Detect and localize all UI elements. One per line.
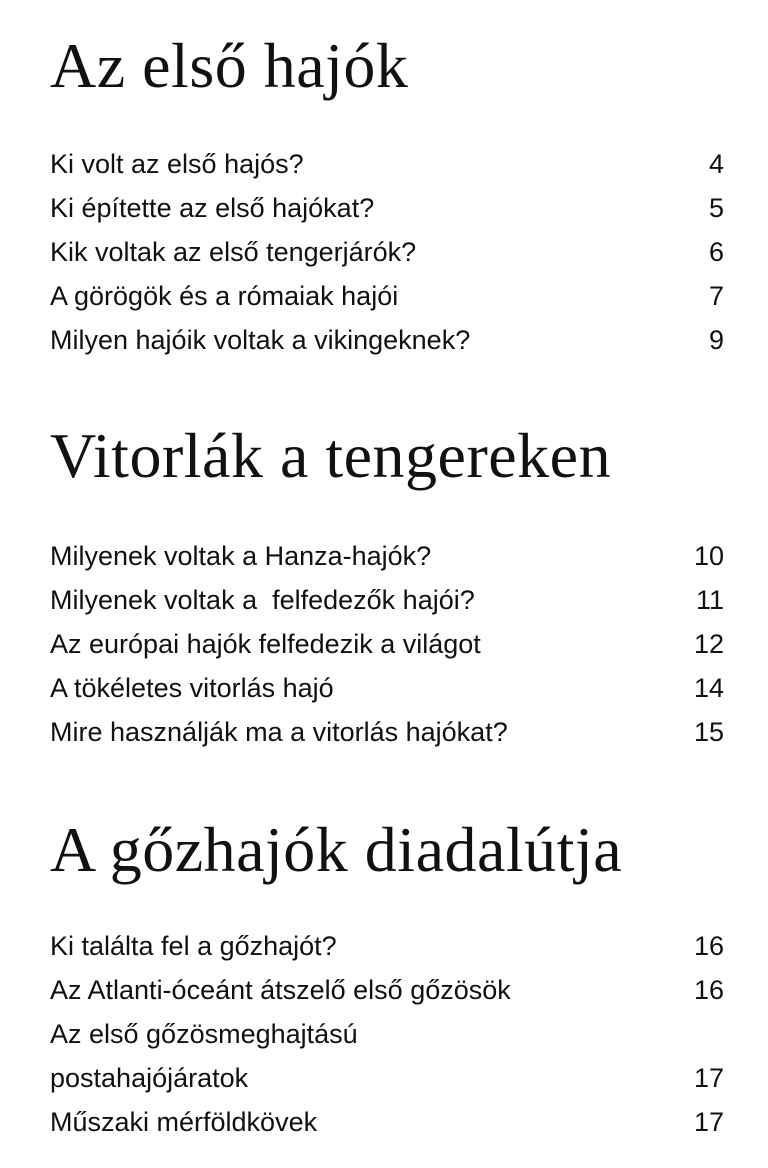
toc-entry-page-number: 6	[708, 237, 724, 267]
toc-entry-title: Az első gőzösmeghajtású	[50, 1019, 358, 1049]
toc-entry-title: postahajójáratok	[50, 1063, 249, 1093]
toc-entry-page-number: 11	[695, 585, 724, 615]
toc-entry-title: A görögök és a rómaiak hajói	[50, 281, 399, 311]
toc-entry[interactable]	[50, 234, 724, 278]
toc-entry-title: Milyenek voltak a felfedezők hajói?	[50, 585, 475, 615]
toc-entry[interactable]	[50, 972, 724, 1016]
toc-entry-title: Milyenek voltak a Hanza-hajók?	[50, 541, 432, 571]
toc-entry-title: Ki építette az első hajókat?	[50, 193, 375, 223]
toc-entry[interactable]	[50, 146, 724, 190]
toc-entry-page-number: 5	[708, 193, 724, 223]
toc-entry-page-number: 16	[693, 975, 724, 1005]
toc-entry-page-number: 14	[693, 673, 724, 703]
toc-entry-page-number: 12	[693, 629, 724, 659]
toc-entry-page-number: 17	[693, 1063, 724, 1093]
toc-entry-title: A tökéletes vitorlás hajó	[50, 673, 334, 703]
toc-entry-title: Mire használják ma a vitorlás hajókat?	[50, 717, 508, 747]
toc-entry[interactable]	[50, 1060, 724, 1104]
toc-entry[interactable]	[50, 714, 724, 758]
section-title-vitorlak-a-tengereken: Vitorlák a tengereken	[50, 420, 612, 491]
toc-entry-title: Kik voltak az első tengerjárók?	[50, 237, 417, 267]
toc-entry-page-number: 15	[693, 717, 724, 747]
toc-entry-page-number: 7	[708, 281, 724, 311]
toc-entry-title: Ki volt az első hajós?	[50, 149, 304, 179]
toc-entry-page-number: 17	[693, 1107, 724, 1137]
toc-entry-page-number: 16	[693, 931, 724, 961]
toc-entry-title: Műszaki mérföldkövek	[50, 1107, 318, 1137]
toc-entry[interactable]	[50, 670, 724, 714]
toc-list-section-2	[50, 538, 724, 758]
toc-entry[interactable]	[50, 582, 724, 626]
toc-entry[interactable]	[50, 1104, 724, 1148]
toc-entry[interactable]	[50, 322, 724, 366]
toc-entry[interactable]	[50, 1016, 724, 1060]
toc-entry[interactable]	[50, 278, 724, 322]
toc-entry[interactable]	[50, 626, 724, 670]
section-title-a-gozhajok-diadalutja: A gőzhajók diadalútja	[50, 814, 623, 885]
section-title-az-elso-hajok: Az első hajók	[50, 30, 409, 101]
toc-entry[interactable]	[50, 190, 724, 234]
toc-entry[interactable]	[50, 928, 724, 972]
toc-entry[interactable]	[50, 538, 724, 582]
toc-entry-title: Az Atlanti-óceánt átszelő első gőzösök	[50, 975, 511, 1005]
toc-entry-title: Az európai hajók felfedezik a világot	[50, 629, 481, 659]
toc-list-section-3	[50, 928, 724, 1148]
toc-entry-title: Milyen hajóik voltak a vikingeknek?	[50, 325, 471, 355]
toc-entry-page-number: 10	[693, 541, 724, 571]
toc-entry-page-number: 4	[708, 149, 724, 179]
toc-list-section-1	[50, 146, 724, 366]
toc-entry-page-number: 9	[708, 325, 724, 355]
toc-entry-title: Ki találta fel a gőzhajót?	[50, 931, 337, 961]
